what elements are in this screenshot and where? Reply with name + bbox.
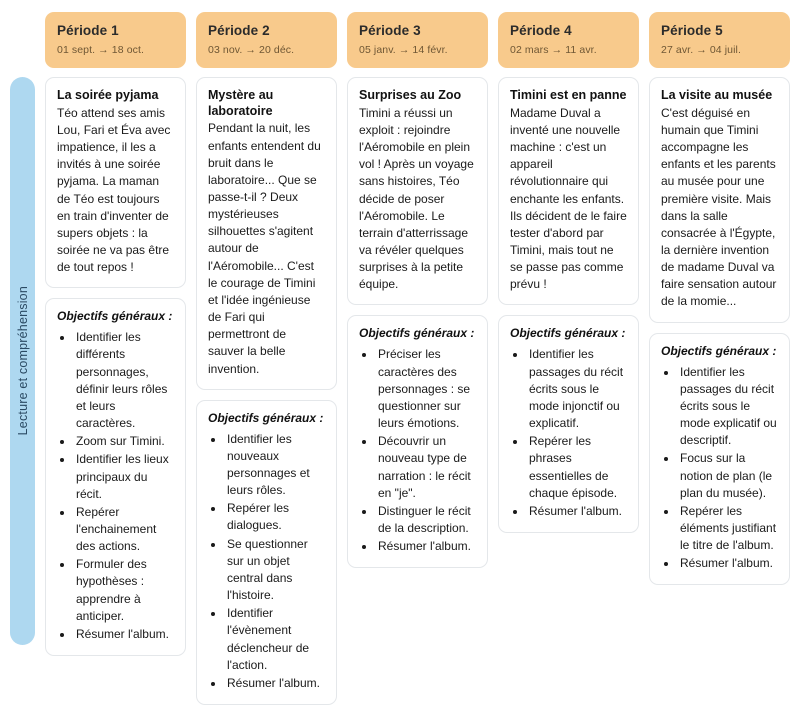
objective-item: • Formuler des hypothèses : apprendre à anticiper. [74, 556, 174, 625]
objective-item: • Zoom sur Timini. [74, 433, 174, 450]
album-card [649, 77, 790, 323]
objective-item: • Résumer l'album. [225, 675, 325, 692]
period-chip-3 [347, 12, 488, 68]
period-dates: 01 sept. → 18 oct. [57, 43, 145, 56]
objective-item: • Distinguer le récit de la description. [376, 503, 476, 537]
objective-item: • Résumer l'album. [74, 626, 174, 643]
period-column-1 [45, 77, 186, 652]
album-summary: Téo attend ses amis Lou, Fari et Éva avec impatience, il les a invités à une soirée pyjama. La maman de Téo est toujours en train d'inventer de supers objets : la soirée ne va pas être de tout repos ! [57, 105, 171, 275]
period-column-2 [196, 77, 337, 690]
objective-item: • Repérer les phrases essentielles de chaque épisode. [527, 433, 627, 502]
period-columns [45, 77, 790, 690]
objectives-list [510, 346, 627, 520]
period-title: Période 2 [208, 23, 270, 38]
objective-item: • Identifier les passages du récit écrits sous le mode explicatif ou descriptif. [678, 364, 778, 450]
objectives-list [57, 329, 174, 643]
album-title: La soirée pyjama [57, 88, 159, 103]
objective-item: • Identifier l'évènement déclencheur de l'action. [225, 605, 325, 674]
period-title: Période 5 [661, 23, 723, 38]
period-dates: 05 janv. → 14 févr. [359, 43, 448, 56]
album-summary: Pendant la nuit, les enfants entendent du bruit dans le laboratoire... Que se passe-t-il ? Deux mystérieuses silhouettes s'agitent autour de l'Aéromobile... C'est le courage de Timini et l'idée ingénieuse de Fari qui permettront de sauver la belle invention. [208, 121, 321, 376]
period-chip-4 [498, 12, 639, 68]
objectives-heading: Objectifs généraux : [359, 326, 475, 341]
objective-item: • Identifier les différents personnages, définir leurs rôles et leurs caractères. [74, 329, 174, 432]
objective-item: • Préciser les caractères des personnages : se questionner sur leurs émotions. [376, 346, 476, 432]
period-chip-2 [196, 12, 337, 68]
objectives-heading: Objectifs généraux : [510, 326, 626, 341]
period-dates: 03 nov. → 20 déc. [208, 43, 295, 56]
objective-item: • Résumer l'album. [527, 503, 627, 520]
album-summary: Madame Duval a inventé une nouvelle machine : c'est un appareil révolutionnaire qui enchante les enfants. Ils décident de le faire tester d'abord par Timini, mais tout ne se passe pas comme prévu ! [510, 105, 627, 292]
objective-item: • Identifier les nouveaux personnages et leurs rôles. [225, 431, 325, 500]
objectives-card [45, 298, 186, 656]
objective-item: • Repérer les dialogues. [225, 500, 325, 534]
subject-sidebar-lecture-et-comprehension [10, 77, 35, 645]
objective-item: • Identifier les passages du récit écrits sous le mode injonctif ou explicatif. [527, 346, 627, 432]
period-column-3 [347, 77, 488, 652]
objective-item: • Se questionner sur un objet central dans l'histoire. [225, 536, 325, 605]
board-body [10, 77, 790, 690]
objective-item: • Découvrir un nouveau type de narration : le récit en "je". [376, 433, 476, 502]
objective-item: • Identifier les lieux principaux du récit. [74, 451, 174, 502]
album-summary: Timini a réussi un exploit : rejoindre l'Aéromobile en plein vol ! Après un voyage sans histoires, Téo décide de poser l'Aéromobile. Le terrain d'atterrissage va révéler quelques surprises à la petite équipe. [359, 105, 474, 292]
objectives-card [649, 333, 790, 586]
objectives-list [359, 346, 476, 555]
period-column-4 [498, 77, 639, 652]
period-chip-5 [649, 12, 790, 68]
album-title: La visite au musée [661, 88, 773, 103]
objectives-card [498, 315, 639, 533]
period-dates: 02 mars → 11 avr. [510, 43, 597, 56]
objectives-heading: Objectifs généraux : [208, 410, 324, 425]
period-chip-1 [45, 12, 186, 68]
objective-item: • Résumer l'album. [678, 555, 778, 572]
album-summary: C'est déguisé en humain que Timini accompagne les enfants et les parents au musée pour une première visite. Mais dans la salle consacrée à l'Égypte, la dernière invention de madame Duval va faire sensation autour de la momie... [661, 105, 777, 309]
period-title: Période 1 [57, 23, 119, 38]
objectives-list [208, 431, 325, 692]
objectives-heading: Objectifs généraux : [661, 343, 777, 358]
objective-item: • Repérer l'enchainement des actions. [74, 504, 174, 555]
album-card [45, 77, 186, 288]
objectives-card [347, 315, 488, 568]
period-column-5 [649, 77, 790, 652]
album-card [498, 77, 639, 305]
objectives-list [661, 364, 778, 573]
album-card [347, 77, 488, 305]
objectives-heading: Objectifs généraux : [57, 309, 173, 324]
album-title: Surprises au Zoo [359, 88, 462, 103]
objectives-card [196, 400, 337, 705]
period-dates: 27 avr. → 04 juil. [661, 43, 742, 56]
sidebar-label: Lecture et compréhension [15, 286, 30, 436]
period-header-row [10, 12, 790, 68]
album-title: Timini est en panne [510, 88, 627, 103]
period-title: Période 4 [510, 23, 572, 38]
objective-item: • Résumer l'album. [376, 538, 476, 555]
period-title: Période 3 [359, 23, 421, 38]
album-card [196, 77, 337, 390]
objective-item: • Focus sur la notion de plan (le plan du musée). [678, 450, 778, 501]
objective-item: • Repérer les éléments justifiant le titre de l'album. [678, 503, 778, 554]
album-title: Mystère au laboratoire [208, 88, 274, 118]
